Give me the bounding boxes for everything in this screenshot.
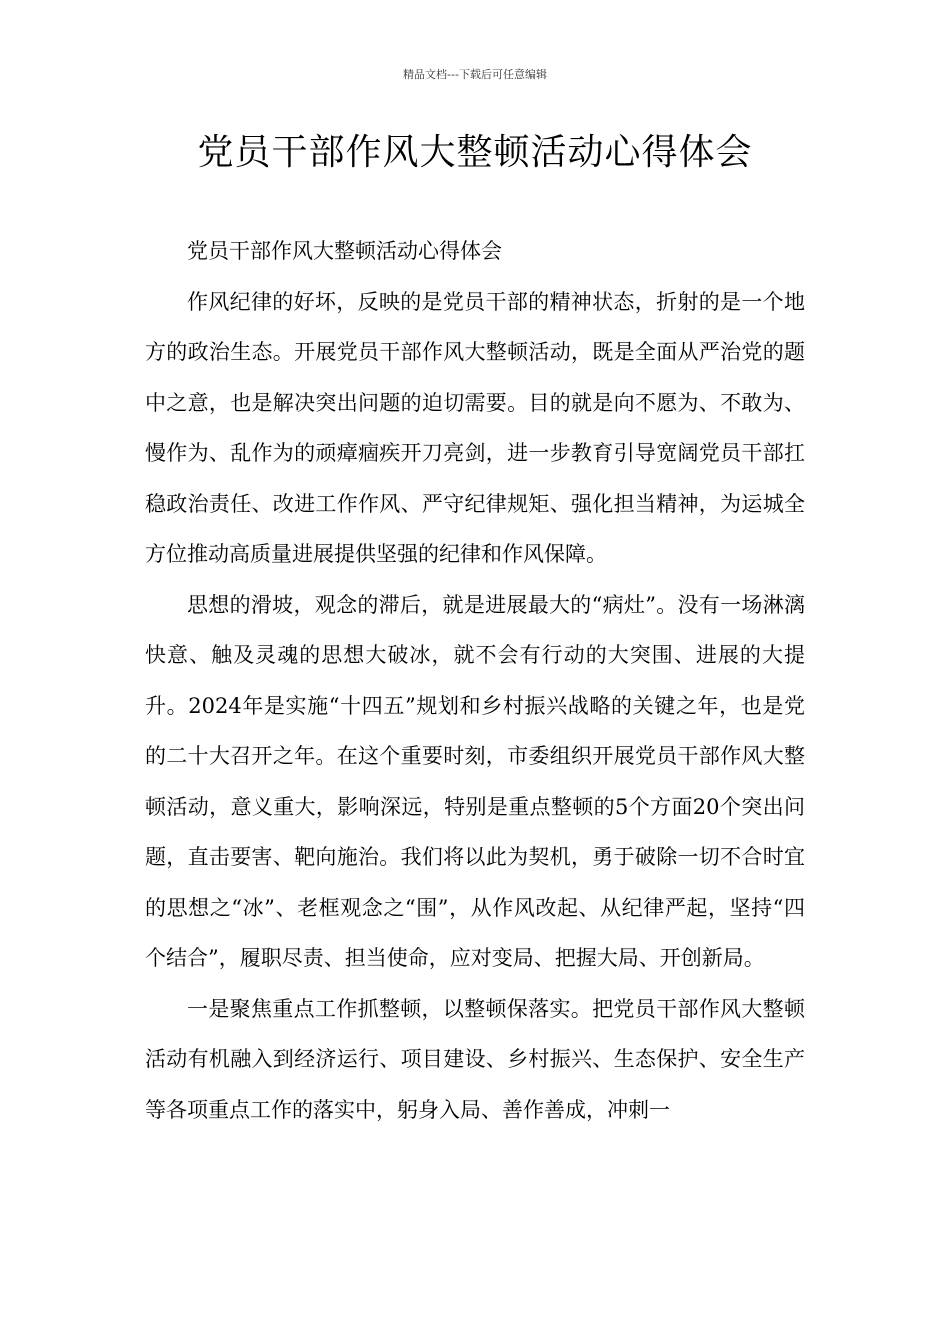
body-paragraph: 一是聚焦重点工作抓整顿，以整顿保落实。把党员干部作风大整顿活动有机融入到经济运行、项目建设、乡村振兴、生态保护、安全生产等各项重点工作的落实中，躬身入局、善作善成，冲刺一 <box>145 996 805 1122</box>
header-note: 精品文档---下载后可任意编辑 <box>403 68 547 81</box>
body-paragraph: 思想的滑坡，观念的滞后，就是进展最大的“病灶”。没有一场淋漓快意、触及灵魂的思想大破冰，就不会有行动的大突围、进展的大提升。2024年是实施“十四五”规划和乡村振兴战略的关键之年，也是党的二十大召开之年。在这个重要时刻，市委组织开展党员干部作风大整顿活动，意义重大，影响深远，特别是重点整顿的5个方面20个突出问题，直击要害、靶向施治。我们将以此为契机，勇于破除一切不合时宜的思想之“冰”、老框观念之“围”，从作风改起、从纪律严起，坚持“四个结合”，履职尽责、担当使命，应对变局、把握大局、开创新局。 <box>145 592 805 970</box>
document-title: 党员干部作风大整顿活动心得体会 <box>197 132 753 173</box>
body-paragraph: 作风纪律的好坏，反映的是党员干部的精神状态，折射的是一个地方的政治生态。开展党员干部作风大整顿活动，既是全面从严治党的题中之意，也是解决突出问题的迫切需要。目的就是向不愿为、不敢为、慢作为、乱作为的顽瘴痼疾开刀亮剑，进一步教育引导宽阔党员干部扛稳政治责任、改进工作作风、严守纪律规矩、强化担当精神，为运城全方位推动高质量进展提供坚强的纪律和作风保障。 <box>145 289 805 566</box>
body-paragraph-subtitle: 党员干部作风大整顿活动心得体会 <box>187 239 502 263</box>
document-body <box>145 226 805 1135</box>
